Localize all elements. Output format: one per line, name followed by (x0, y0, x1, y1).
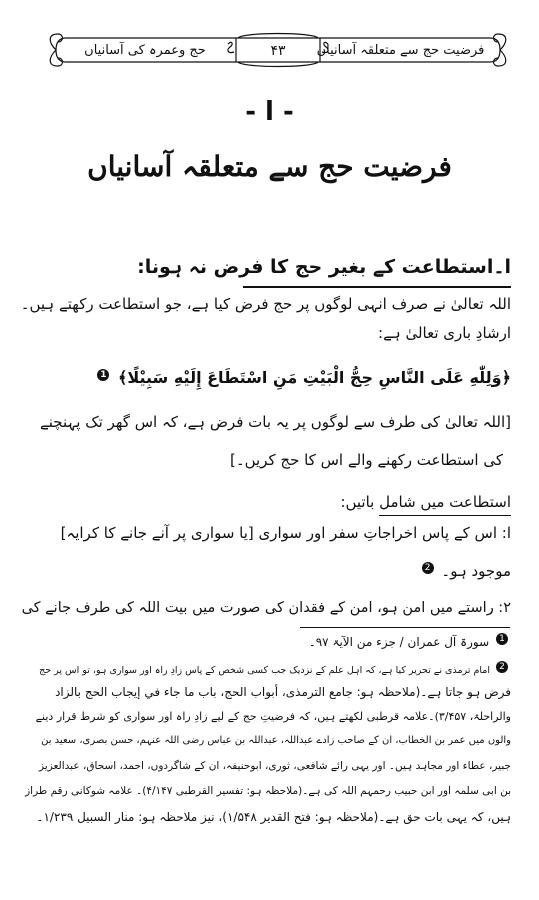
footnote (39, 661, 511, 676)
header-chapter-title: فرضیت حج سے متعلقہ آسانیاں (316, 43, 485, 58)
footnote-text: سورۃ آل عمران / جزء من الآیۃ ۹۷۔ (308, 635, 490, 649)
header-book-title: حج وعمرہ کی آسانیاں (84, 43, 206, 58)
footnote-divider (300, 627, 510, 628)
chapter-number: - ا - (245, 97, 294, 127)
chapter-title: فرضیت حج سے متعلقہ آسانیاں (87, 150, 452, 183)
verse-text: ﴿وَلِلّٰهِ عَلَى النَّاسِ حِجُّ الْبَيْتِ مَنِ اسْتَطَاعَ إِلَيْهِ سَبِيْلًا﴾ (117, 368, 511, 387)
footnote-line: فرض ہو جاتا ہے۔(ملاحظہ ہو: جامع الترمذی، أبواب الحج، باب ما جاء في إیجاب الحج بالزاد (55, 685, 511, 699)
footnote-marker[interactable]: 2 (422, 562, 434, 574)
paragraph-line: ارشادِ باری تعالیٰ ہے: (378, 324, 511, 342)
sub-heading-underline (379, 515, 511, 516)
footnote-line: والراحلۃ، ۳/۴۵۷)۔علامہ قرطبی لکھتے ہیں، کہ فرضیتِ حج کے لیے زادِ راہ اور سواری کو شرط قرار دینے (35, 710, 511, 723)
sub-heading: استطاعت میں شامل باتیں: (340, 493, 511, 511)
section-title-underline (243, 286, 511, 288)
list-item-continuation (419, 562, 511, 580)
translation-line: [اللہ تعالیٰ کی طرف سے لوگوں پر یہ بات فرض ہے، کہ اس گھر تک پہنچنے (39, 413, 511, 431)
footnote-line: والوں میں عمر بن الخطاب، ان کے صاحب زادے عبداللہ، عبداللہ بن عباس رضی اللہ عنہم، حسن بصری، سعید بن (41, 735, 511, 746)
footnote-line: جبیر، عطاء اور مجاہد ہیں۔ اور یہی رائے شافعی، ثوری، ابوحنیفہ، ان کے شاگردوں، احمد، اسحاق، عبدالعزیز (38, 760, 511, 772)
footnote-number: 2 (496, 661, 508, 673)
running-header (48, 30, 508, 70)
list-item: ا: اس کے پاس اخراجاتِ سفر اور سواری [یا سواری پر آنے جانے کا کرایہ] (60, 524, 511, 542)
quran-verse (94, 368, 511, 387)
footnote-line: ہیں، کہ یہی بات حق ہے۔(ملاحظہ ہو: فتح القدیر ۱/۵۴۸)، نیز ملاحظہ ہو: منار السبیل ۱/۲۳۹۔ (36, 810, 511, 824)
footnote-line: بن ابی سلمہ اور ابن حبیب رحمہم اللہ کی ہے۔(ملاحظہ ہو: تفسیر القرطبی ۴/۱۴۷)۔ علامہ شوکانی رقم طراز (25, 785, 511, 797)
page-number: ۴۳ (270, 43, 286, 59)
section-title: ا۔استطاعت کے بغیر حج کا فرض نہ ہونا: (137, 256, 511, 278)
footnote-number: 1 (496, 633, 508, 645)
list-item-text: موجود ہو۔ (441, 562, 511, 580)
list-item: ۲: راستے میں امن ہو، امن کے فقدان کی صورت میں بیت اللہ کی طرف جانے کی (21, 600, 511, 616)
translation-line: کی استطاعت رکھنے والے اس کا حج کریں۔] (229, 451, 503, 469)
footnote-text: امام ترمذی نے تحریر کیا ہے، کہ اہل علم کے نزدیک جب کسی شخص کے پاس زادِ راہ اور سواری ہو، تو اس پر حج (39, 665, 490, 677)
footnote (309, 633, 511, 649)
footnote-marker[interactable]: 1 (97, 369, 109, 381)
paragraph-line: اللہ تعالیٰ نے صرف انہی لوگوں پر حج فرض کیا ہے، جو استطاعت رکھتے ہیں۔ (20, 295, 511, 313)
